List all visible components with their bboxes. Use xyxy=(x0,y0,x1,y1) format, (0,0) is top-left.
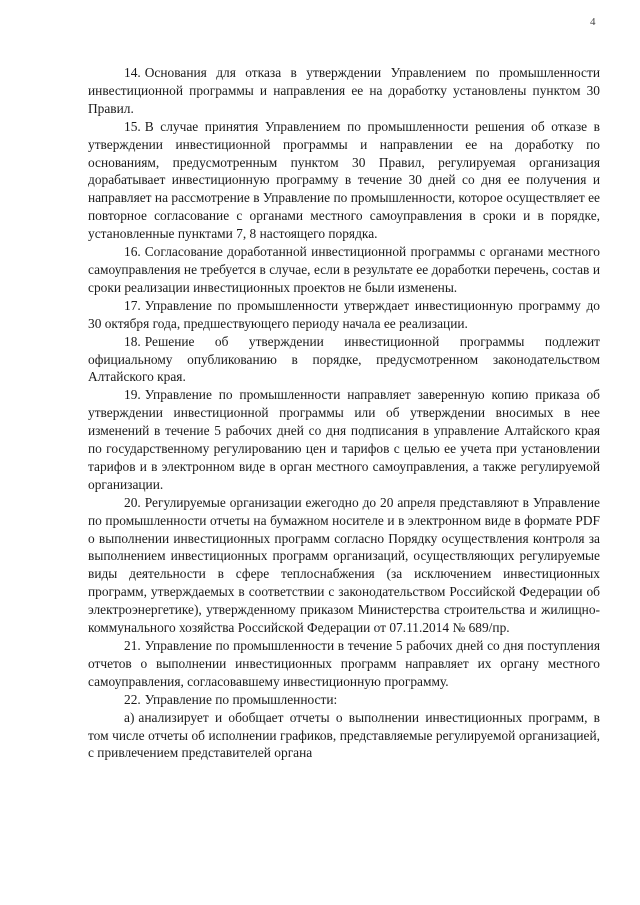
paragraph-number: а) xyxy=(124,709,135,725)
paragraph-22a xyxy=(88,709,600,763)
paragraph-text: Управление по промышленности в течение 5 рабочих дней со дня поступления отчетов о выполнении инвестиционных программ направляет их органу местного самоуправления, согласовавшему инвестиционную программу. xyxy=(88,638,600,689)
paragraph-text: Решение об утверждении инвестиционной программы подлежит официальному опубликованию в порядке, предусмотренном законодательством Алтайского края. xyxy=(88,333,600,385)
paragraph-number: 16. xyxy=(124,244,141,260)
paragraph-number: 18. xyxy=(124,333,141,349)
paragraph-text: Управление по промышленности: xyxy=(144,691,338,707)
paragraph-text: анализирует и обобщает отчеты о выполнении инвестиционных программ, в том числе отчеты об исполнении графиков, представляемые регулируемой организацией, с привлечением представителей органа xyxy=(88,709,600,761)
paragraph-number: 14. xyxy=(124,65,141,80)
paragraph-18 xyxy=(88,333,600,387)
paragraph-19 xyxy=(88,386,600,493)
paragraph-number: 22. xyxy=(124,691,141,707)
paragraph-21 xyxy=(88,637,600,691)
paragraph-text: В случае принятия Управлением по промышленности решения об отказе в утверждении инвестиционной программы и направлении ее на доработку по основаниям, предусмотренным пунктом 30 Правил, регулируемая организация дорабатывает инвестиционную программу в течение 30 дней со дня ее получения и направляет на рассмотрение в Управление по промышленности, которое осуществляет ее повторное согласование с органами местного самоуправления в сроки и в порядке, установленные пунктами 7, 8 настоящего порядка. xyxy=(88,118,600,242)
paragraph-text: Управление по промышленности направляет заверенную копию приказа об утверждении инвестиционной программы или об утверждении вносимых в нее изменений в течение 5 рабочих дней со дня подписания в управление Алтайского края по государственному регулированию цен и тарифов с целью ее учета при установлении тарифов и в электронном виде в орган местного самоуправления, а также регулируемой организации. xyxy=(88,387,600,492)
paragraph-number: 21. xyxy=(124,638,141,653)
paragraph-16 xyxy=(88,243,600,297)
paragraph-20 xyxy=(88,494,600,637)
document-body xyxy=(88,64,600,762)
paragraph-22 xyxy=(88,691,600,709)
paragraph-14 xyxy=(88,64,600,118)
paragraph-number: 15. xyxy=(124,118,141,134)
paragraph-15 xyxy=(88,118,600,243)
paragraph-number: 19. xyxy=(124,387,141,403)
paragraph-number: 17. xyxy=(124,297,141,313)
paragraph-number: 20. xyxy=(124,494,141,510)
paragraph-17 xyxy=(88,297,600,333)
paragraph-text: Основания для отказа в утверждении Управлением по промышленности инвестиционной программы и направления ее на доработку установлены пунктом 30 Правил. xyxy=(88,65,600,116)
paragraph-text: Регулируемые организации ежегодно до 20 апреля представляют в Управление по промышленности отчеты на бумажном носителе и в электронном виде в формате PDF о выполнении инвестиционных программ согласно Порядку осуществления контроля за выполнением инвестиционных программ организаций, осуществляющих регулируемые виды деятельности в сфере теплоснабжения (за исключением инвестиционных программ, утверждаемых в соответствии с законодательством Российской Федерации об электроэнергетике), утвержденному приказом Министерства строительства и жилищно-коммунального хозяйства Российской Федерации от 07.11.2014 № 689/пр. xyxy=(88,494,600,636)
page-number: 4 xyxy=(590,16,596,28)
paragraph-text: Согласование доработанной инвестиционной программы с органами местного самоуправления не требуется в случае, если в результате ее доработки перечень, состав и сроки реализации инвестиционных проектов не были изменены. xyxy=(88,244,600,295)
paragraph-text: Управление по промышленности утверждает инвестиционную программу до 30 октября года, предшествующего периоду начала ее реализации. xyxy=(88,297,600,331)
